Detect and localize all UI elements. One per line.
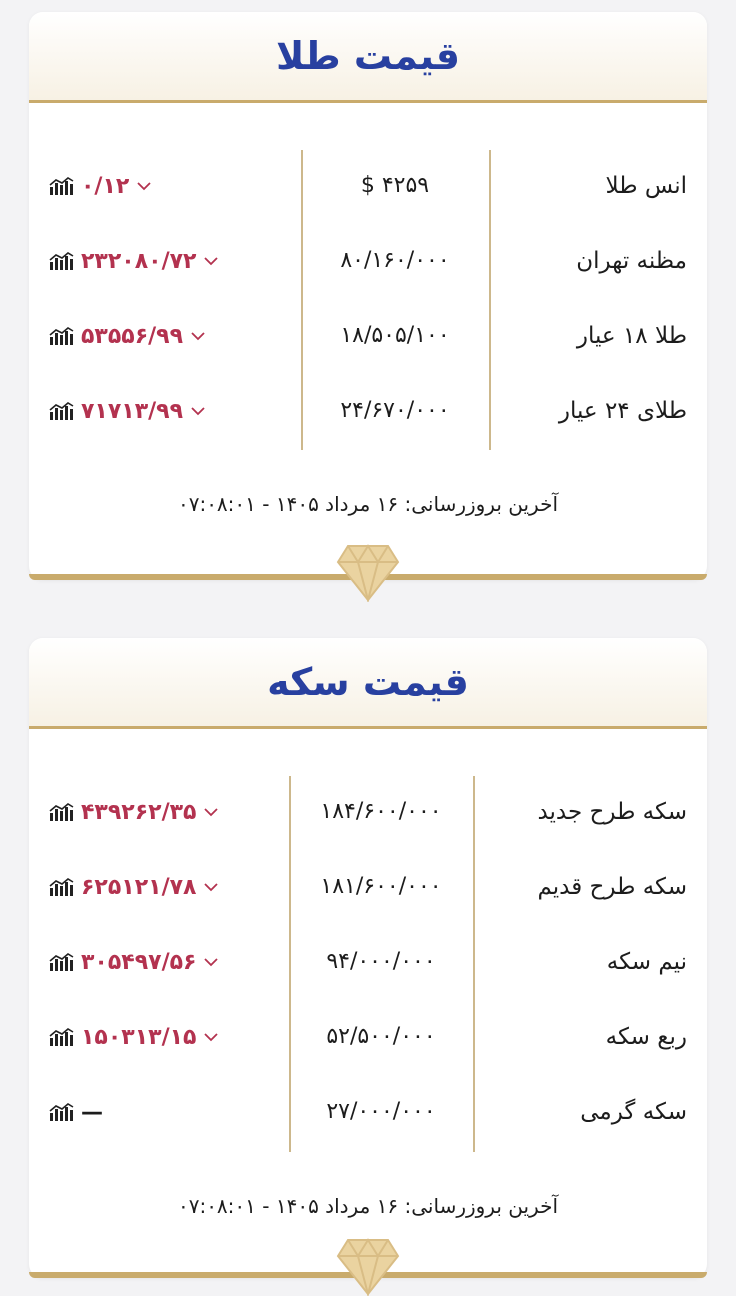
gold-card-header xyxy=(29,12,707,103)
item-name: طلای ۲۴ عیار xyxy=(558,398,687,424)
change-value: ۴۳۹۲۶۲/۳۵ xyxy=(81,799,197,825)
item-change xyxy=(49,391,205,431)
coin-price-card xyxy=(29,638,707,1278)
item-name: انس طلا xyxy=(605,173,687,199)
item-change xyxy=(49,1017,218,1057)
item-name: مظنه تهران xyxy=(576,248,687,274)
chevron-down-icon xyxy=(204,1032,218,1042)
coin-card-header xyxy=(29,638,707,729)
item-price: ۱۸۱/۶۰۰/۰۰۰ xyxy=(320,874,442,899)
item-name: سکه طرح قدیم xyxy=(537,874,687,900)
coin-card-title: قیمت سکه xyxy=(267,660,469,704)
diamond-icon xyxy=(336,544,400,602)
change-value: ۳۰۵۴۹۷/۵۶ xyxy=(81,949,197,975)
item-name: ربع سکه xyxy=(605,1024,687,1050)
item-price: ۸۰/۱۶۰/۰۰۰ xyxy=(340,248,450,273)
item-change xyxy=(49,867,218,907)
change-value: ۰/۱۲ xyxy=(81,173,130,199)
item-change xyxy=(49,942,218,982)
change-value: ۷۱۷۱۳/۹۹ xyxy=(81,398,184,424)
bar-chart-icon[interactable] xyxy=(49,952,75,972)
item-price: ۲۴/۶۷۰/۰۰۰ xyxy=(340,398,450,423)
bar-chart-icon[interactable] xyxy=(49,176,75,196)
item-price: ۱۸۴/۶۰۰/۰۰۰ xyxy=(320,799,442,824)
coin-row-quarter[interactable] xyxy=(29,1017,707,1057)
item-change xyxy=(49,166,151,206)
chevron-down-icon xyxy=(204,882,218,892)
gold-price-card xyxy=(29,12,707,580)
item-name: سکه طرح جدید xyxy=(537,799,687,825)
bar-chart-icon[interactable] xyxy=(49,1027,75,1047)
item-name: سکه گرمی xyxy=(580,1099,687,1125)
last-updated-text: آخرین بروزرسانی: ۱۶ مرداد ۱۴۰۵ - ۰۷:۰۸:۰۱ xyxy=(177,492,559,516)
change-value: ۱۵۰۳۱۳/۱۵ xyxy=(81,1024,197,1050)
gold-row-18k[interactable] xyxy=(29,316,707,356)
item-price: ۱۸/۵۰۵/۱۰۰ xyxy=(340,323,450,348)
item-name: نیم سکه xyxy=(606,949,687,975)
gold-row-ounce[interactable] xyxy=(29,166,707,206)
item-price: ۴۲۵۹ $ xyxy=(360,173,430,198)
change-value: — xyxy=(81,1099,103,1125)
chevron-down-icon xyxy=(204,807,218,817)
bar-chart-icon[interactable] xyxy=(49,1102,75,1122)
change-value: ۲۳۲۰۸۰/۷۲ xyxy=(81,248,197,274)
change-value: ۵۳۵۵۶/۹۹ xyxy=(81,323,184,349)
change-value: ۶۲۵۱۲۱/۷۸ xyxy=(81,874,197,900)
item-change xyxy=(49,316,205,356)
item-price: ۵۲/۵۰۰/۰۰۰ xyxy=(326,1024,436,1049)
coin-row-gram[interactable] xyxy=(29,1092,707,1132)
chevron-down-icon xyxy=(204,957,218,967)
coin-row-new[interactable] xyxy=(29,792,707,832)
bar-chart-icon[interactable] xyxy=(49,251,75,271)
item-name: طلا ۱۸ عیار xyxy=(576,323,687,349)
chevron-down-icon xyxy=(204,256,218,266)
bar-chart-icon[interactable] xyxy=(49,326,75,346)
chevron-down-icon xyxy=(191,406,205,416)
bar-chart-icon[interactable] xyxy=(49,877,75,897)
item-change xyxy=(49,1092,103,1132)
gold-row-24k[interactable] xyxy=(29,391,707,431)
item-price: ۹۴/۰۰۰/۰۰۰ xyxy=(326,949,436,974)
last-updated-text: آخرین بروزرسانی: ۱۶ مرداد ۱۴۰۵ - ۰۷:۰۸:۰۱ xyxy=(177,1194,559,1218)
bar-chart-icon[interactable] xyxy=(49,401,75,421)
chevron-down-icon xyxy=(137,181,151,191)
coin-row-half[interactable] xyxy=(29,942,707,982)
item-change xyxy=(49,792,218,832)
diamond-icon xyxy=(336,1238,400,1296)
chevron-down-icon xyxy=(191,331,205,341)
bar-chart-icon[interactable] xyxy=(49,802,75,822)
item-price: ۲۷/۰۰۰/۰۰۰ xyxy=(326,1099,436,1124)
coin-row-old[interactable] xyxy=(29,867,707,907)
item-change xyxy=(49,241,218,281)
gold-row-tehran[interactable] xyxy=(29,241,707,281)
gold-card-title: قیمت طلا xyxy=(276,34,460,78)
